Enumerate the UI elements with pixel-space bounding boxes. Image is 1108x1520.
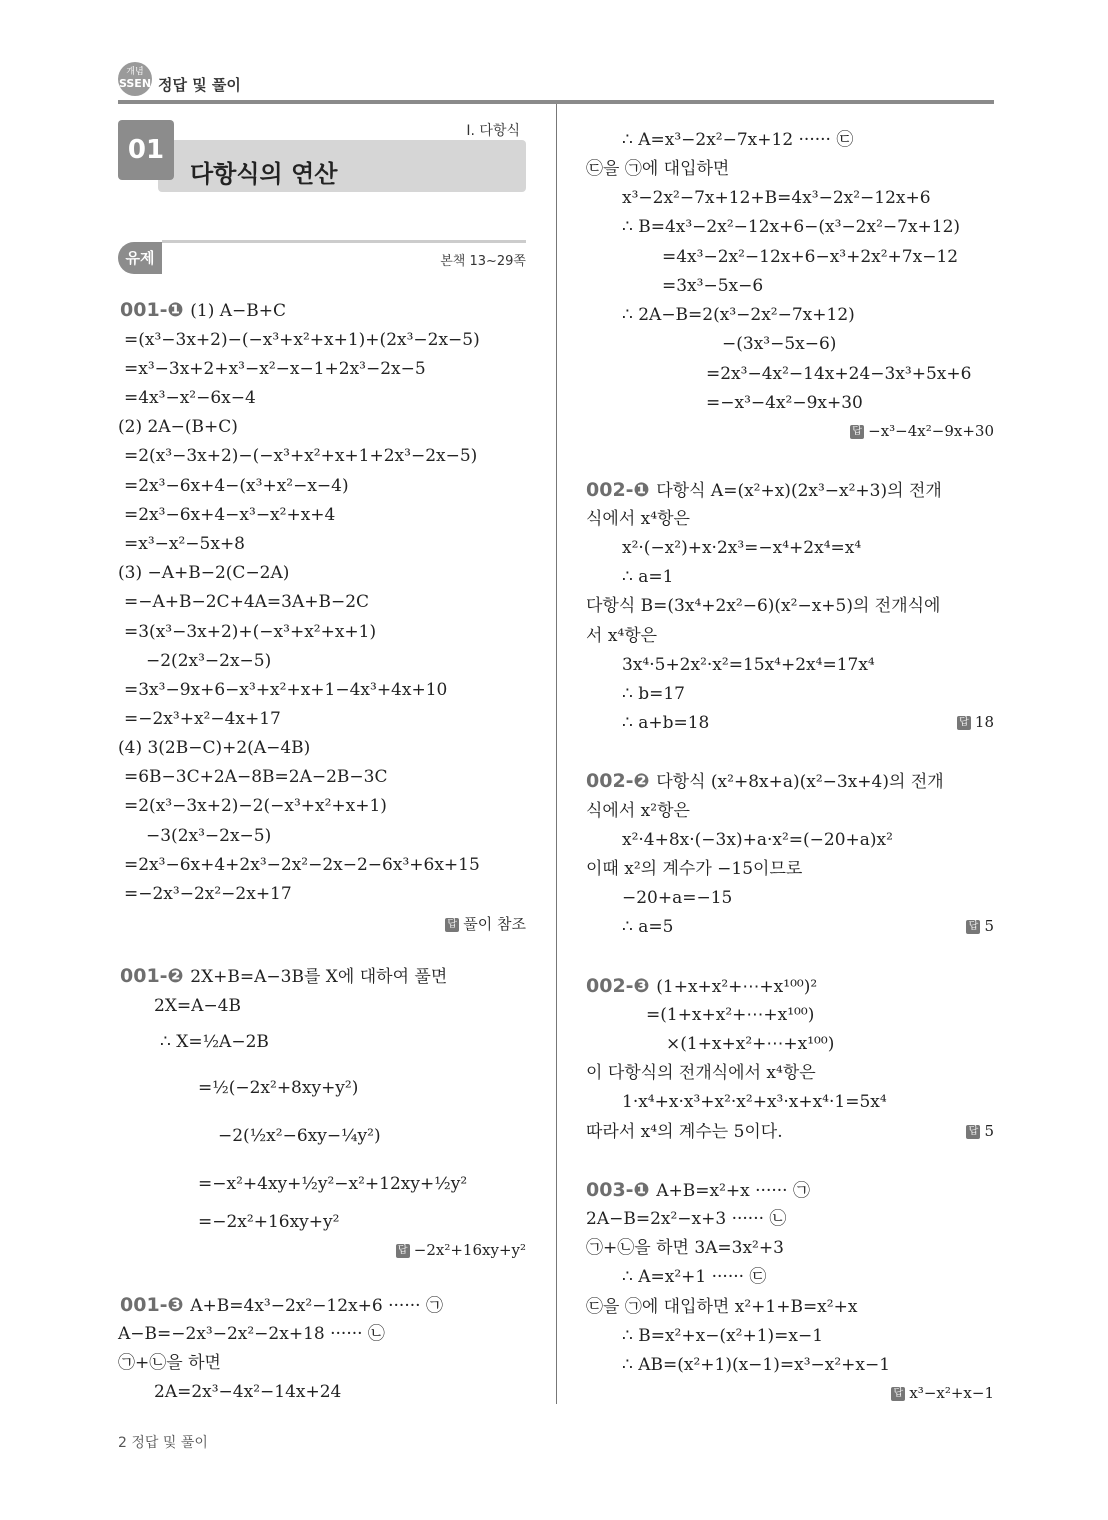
solution-text: =x³−x²−5x+8 <box>124 534 246 554</box>
solution-line <box>124 504 335 526</box>
solution-text: (1+x+x²+⋯+x¹⁰⁰)² <box>656 977 818 997</box>
answer-text: 5 <box>984 917 994 935</box>
solution-line <box>622 916 673 938</box>
answer-tag-icon: 답 <box>957 716 971 730</box>
solution-text: ∴ A=x³−2x²−7x+12 ······ ㉢ <box>622 130 854 150</box>
solution-text: ㉠+㉡을 하면 3A=3x²+3 <box>586 1238 784 1258</box>
solution-text: −(3x³−5x−6) <box>722 334 837 354</box>
solution-line <box>586 595 940 617</box>
solution-line <box>622 887 732 909</box>
solution-text: 식에서 x²항은 <box>586 801 690 821</box>
solution-line <box>218 1125 381 1147</box>
solution-text: A−B=−2x³−2x²−2x+18 ······ ㉡ <box>118 1324 385 1344</box>
solution-line <box>586 1121 783 1143</box>
solution-text: =3(x³−3x+2)+(−x³+x²+x+1) <box>124 622 377 642</box>
solution-line <box>124 475 349 497</box>
solution-text: A+B=4x³−2x²−12x+6 ······ ㉠ <box>190 1296 443 1316</box>
brand-logo <box>118 62 152 96</box>
solution-text: 식에서 x⁴항은 <box>586 509 690 529</box>
solution-text: =(1+x+x²+⋯+x¹⁰⁰) <box>646 1005 815 1025</box>
solution-text: x²·4+8x·(−3x)+a·x²=(−20+a)x² <box>622 830 893 850</box>
solution-line <box>160 1031 269 1053</box>
solution-line <box>124 591 369 613</box>
solution-text: =−2x³−2x²−2x+17 <box>124 884 292 904</box>
answer-tag-icon: 답 <box>891 1387 905 1401</box>
page-footer: 2 정답 및 풀이 <box>118 1435 208 1451</box>
solution-text: =2(x³−3x+2)−2(−x³+x²+x+1) <box>124 796 387 816</box>
problem-number: 001-❶ <box>120 299 191 321</box>
answer-tag-icon: 답 <box>396 1244 410 1258</box>
solution-text: (4) 3(2B−C)+2(A−4B) <box>118 738 311 758</box>
solution-text: −20+a=−15 <box>622 888 733 908</box>
solution-line <box>124 329 480 351</box>
solution-line <box>622 654 875 676</box>
yuje-badge: 유제 <box>118 242 162 274</box>
solution-text: ∴ B=4x³−2x²−12x+6−(x³−2x²−7x+12) <box>622 217 961 237</box>
solution-text: ∴ b=17 <box>622 684 685 704</box>
solution-line <box>662 275 763 297</box>
yuje-section-header <box>118 240 526 276</box>
problem-number: 001-❸ <box>120 1294 191 1316</box>
solution-line <box>706 363 971 385</box>
solution-text: =4x³−x²−6x−4 <box>124 388 256 408</box>
answer-line <box>891 1384 994 1402</box>
solution-line <box>154 1381 341 1403</box>
answer-line <box>966 1122 994 1140</box>
solution-line <box>586 158 729 180</box>
solution-text: (1) A−B+C <box>190 301 286 321</box>
solution-line <box>622 216 960 238</box>
header-title: 정답 및 풀이 <box>158 76 241 94</box>
solution-text: ×(1+x+x²+⋯+x¹⁰⁰) <box>666 1034 835 1054</box>
solution-text: 2X=A−4B <box>154 996 241 1016</box>
solution-line <box>586 800 690 822</box>
answer-tag-icon: 답 <box>966 920 980 934</box>
solution-line <box>622 1325 823 1347</box>
problem-number: 002-❷ <box>586 770 657 792</box>
solution-line <box>124 766 387 788</box>
solution-line <box>124 795 387 817</box>
solution-line <box>622 187 931 209</box>
problem-number: 003-❶ <box>586 1179 657 1201</box>
answer-tag-icon: 답 <box>445 918 459 932</box>
solution-line <box>118 562 289 584</box>
answer-line <box>396 1241 526 1259</box>
solution-text: 2X+B=A−3B를 X에 대하여 풀면 <box>190 967 448 987</box>
chapter-title: 다항식의 연산 <box>190 160 338 188</box>
solution-text: 이 다항식의 전개식에서 x⁴항은 <box>586 1063 816 1083</box>
solution-text: ㉠+㉡을 하면 <box>118 1353 221 1373</box>
answer-line <box>850 422 994 440</box>
solution-line <box>146 650 271 672</box>
solution-line <box>622 304 855 326</box>
solution-line <box>586 1062 816 1084</box>
solution-text: ∴ a+b=18 <box>622 713 710 733</box>
solution-text: =(x³−3x+2)−(−x³+x²+x+1)+(2x³−2x−5) <box>124 330 480 350</box>
solution-text: =2x³−6x+4+2x³−2x²−2x−2−6x³+6x+15 <box>124 855 480 875</box>
solution-text: (3) −A+B−2(C−2A) <box>118 563 290 583</box>
solution-text: 1·x⁴+x·x³+x²·x²+x³·x+x⁴·1=5x⁴ <box>622 1092 887 1112</box>
solution-line <box>118 1352 221 1374</box>
solution-line <box>622 1354 890 1376</box>
answer-line <box>445 913 526 934</box>
solution-text: ∴ a=5 <box>622 917 674 937</box>
answer-tag-icon: 답 <box>850 425 864 439</box>
solution-text: ∴ X=½A−2B <box>160 1032 269 1052</box>
solution-text: =2x³−4x²−14x+24−3x³+5x+6 <box>706 364 972 384</box>
solution-line <box>124 445 477 467</box>
solution-text: =−A+B−2C+4A=3A+B−2C <box>124 592 370 612</box>
yuje-rule <box>162 240 526 243</box>
solution-text: 이때 x²의 계수가 −15이므로 <box>586 859 803 879</box>
solution-line <box>622 537 861 559</box>
column-divider <box>556 104 557 1404</box>
solution-text: 2A=2x³−4x²−14x+24 <box>154 1382 342 1402</box>
solution-text: ∴ B=x²+x−(x²+1)=x−1 <box>622 1326 824 1346</box>
answer-text: −x³−4x²−9x+30 <box>868 422 994 440</box>
solution-line <box>722 333 836 355</box>
solution-text: =3x³−9x+6−x³+x²+x+1−4x³+4x+10 <box>124 680 448 700</box>
solution-text: ㉢을 ㉠에 대입하면 <box>586 159 730 179</box>
solution-text: −3(2x³−2x−5) <box>146 826 272 846</box>
yuje-page-ref: 본책 13~29쪽 <box>440 254 526 269</box>
answer-text: 풀이 참조 <box>463 915 526 933</box>
solution-line <box>118 737 310 759</box>
solution-line <box>666 1033 834 1055</box>
solution-line <box>662 246 958 268</box>
solution-line <box>198 1077 358 1099</box>
solution-line <box>622 1266 766 1288</box>
solution-text: x³−2x²−7x+12+B=4x³−2x²−12x+6 <box>622 188 931 208</box>
solution-line <box>124 708 281 730</box>
solution-text: ∴ a=1 <box>622 567 674 587</box>
solution-line <box>124 533 245 555</box>
solution-line <box>124 621 376 643</box>
solution-line <box>118 1323 385 1345</box>
problem-number: 002-❸ <box>586 975 657 997</box>
solution-text: =−2x³+x²−4x+17 <box>124 709 281 729</box>
solution-line <box>622 1091 887 1113</box>
solution-text: 3x⁴·5+2x²·x²=15x⁴+2x⁴=17x⁴ <box>622 655 875 675</box>
solution-line <box>120 965 447 988</box>
solution-text: ∴ 2A−B=2(x³−2x²−7x+12) <box>622 305 855 325</box>
solution-text: =½(−2x²+8xy+y²) <box>198 1078 359 1098</box>
solution-line <box>586 625 657 647</box>
solution-line <box>586 508 690 530</box>
solution-line <box>124 358 426 380</box>
solution-text: 서 x⁴항은 <box>586 626 658 646</box>
chapter-section: Ⅰ. 다항식 <box>466 123 520 139</box>
solution-text: x²·(−x²)+x·2x³=−x⁴+2x⁴=x⁴ <box>622 538 862 558</box>
solution-line <box>586 1179 810 1202</box>
solution-line <box>586 1296 857 1318</box>
chapter-number: 01 <box>118 120 174 180</box>
logo-bottom-text: SSEN <box>118 77 152 90</box>
solution-line <box>622 712 709 734</box>
logo-top-text: 개념 <box>126 67 144 77</box>
page-header <box>118 62 994 102</box>
solution-text: =−x³−4x²−9x+30 <box>706 393 863 413</box>
solution-text: =x³−3x+2+x³−x²−x−1+2x³−2x−5 <box>124 359 426 379</box>
solution-text: 다항식 A=(x²+x)(2x³−x²+3)의 전개 <box>656 481 942 501</box>
solution-line <box>622 129 853 151</box>
solution-line <box>124 883 292 905</box>
solution-line <box>586 1208 786 1230</box>
solution-line <box>622 566 673 588</box>
solution-text: ∴ AB=(x²+1)(x−1)=x³−x²+x−1 <box>622 1355 891 1375</box>
solution-line <box>706 392 863 414</box>
answer-tag-icon: 답 <box>966 1125 980 1139</box>
solution-text: 다항식 (x²+8x+a)(x²−3x+4)의 전개 <box>656 772 944 792</box>
solution-text: ㉢을 ㉠에 대입하면 x²+1+B=x²+x <box>586 1297 858 1317</box>
solution-text: =2(x³−3x+2)−(−x³+x²+x+1+2x³−2x−5) <box>124 446 478 466</box>
solution-line <box>120 299 286 322</box>
problem-number: 002-❶ <box>586 479 657 501</box>
solution-text: A+B=x²+x ······ ㉠ <box>656 1181 810 1201</box>
solution-line <box>586 1237 784 1259</box>
solution-line <box>198 1173 467 1195</box>
solution-text: =2x³−6x+4−(x³+x²−x−4) <box>124 476 349 496</box>
solution-line <box>120 1294 443 1317</box>
solution-line <box>586 975 817 998</box>
solution-line <box>124 679 447 701</box>
solution-text: (2) 2A−(B+C) <box>118 417 238 437</box>
solution-line <box>198 1211 339 1233</box>
solution-text: =4x³−2x²−12x+6−x³+2x²+7x−12 <box>662 247 959 267</box>
solution-line <box>586 858 802 880</box>
solution-text: ∴ A=x²+1 ······ ㉢ <box>622 1267 767 1287</box>
solution-text: =2x³−6x+4−x³−x²+x+4 <box>124 505 336 525</box>
solution-text: =−x²+4xy+½y²−x²+12xy+½y² <box>198 1174 468 1194</box>
solution-text: 따라서 x⁴의 계수는 5이다. <box>586 1122 783 1142</box>
solution-line <box>146 825 271 847</box>
solution-line <box>118 416 238 438</box>
answer-line <box>966 917 994 935</box>
solution-text: =−2x²+16xy+y² <box>198 1212 340 1232</box>
answer-text: 5 <box>984 1122 994 1140</box>
solution-text: =3x³−5x−6 <box>662 276 764 296</box>
answer-text: −2x²+16xy+y² <box>413 1241 526 1259</box>
answer-text: 18 <box>974 713 994 731</box>
solution-line <box>124 854 480 876</box>
answer-text: x³−x²+x−1 <box>909 1384 994 1402</box>
problem-number: 001-❷ <box>120 965 191 987</box>
solution-text: =6B−3C+2A−8B=2A−2B−3C <box>124 767 388 787</box>
solution-text: 다항식 B=(3x⁴+2x²−6)(x²−x+5)의 전개식에 <box>586 596 941 616</box>
solution-text: −2(½x²−6xy−¼y²) <box>218 1126 381 1146</box>
chapter-banner <box>118 120 526 192</box>
solution-line <box>154 995 241 1017</box>
solution-line <box>646 1004 814 1026</box>
solution-line <box>622 683 685 705</box>
solution-line <box>622 829 893 851</box>
answer-line <box>957 713 994 731</box>
solution-text: 2A−B=2x²−x+3 ······ ㉡ <box>586 1209 787 1229</box>
solution-text: −2(2x³−2x−5) <box>146 651 272 671</box>
solution-line <box>124 387 256 409</box>
solution-line <box>586 770 944 793</box>
solution-line <box>586 479 942 502</box>
